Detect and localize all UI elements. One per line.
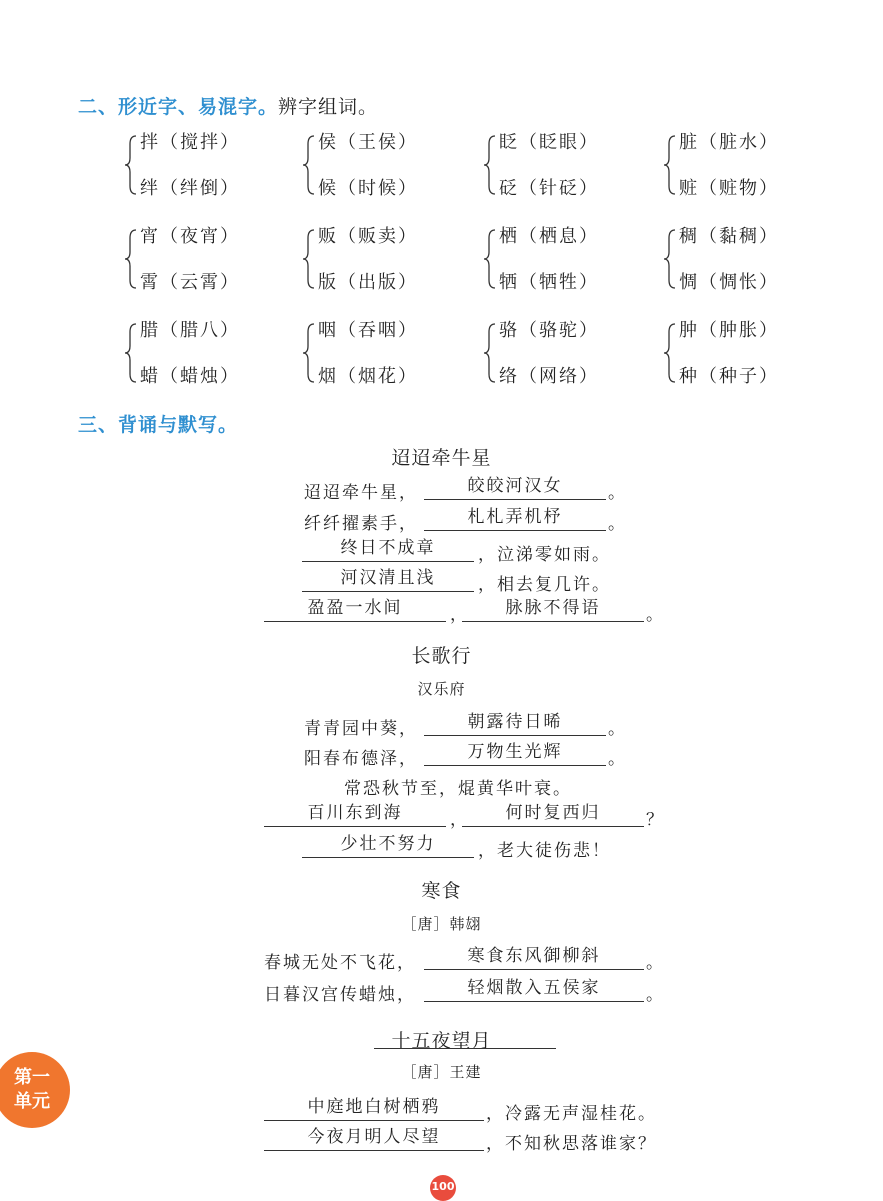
- poem-2-line-5-answer: 少壮不努力: [302, 834, 474, 858]
- unit-badge: [0, 1052, 70, 1128]
- poem-1-line-4-text: ，相去复几许。: [478, 575, 611, 595]
- poem-2-line-3-text: 常恐秋节至，焜黄华叶衰。: [344, 779, 572, 799]
- pair-word-b: 蜡（蜡烛）: [140, 366, 240, 387]
- poem-2-line-2-end: 。: [608, 749, 627, 769]
- char-pair: [124, 222, 304, 296]
- brace-icon: [124, 316, 138, 390]
- unit-badge-line-2: 单元: [14, 1091, 50, 1112]
- brace-icon: [483, 316, 497, 390]
- char-pair: [124, 128, 304, 202]
- char-pair: [663, 316, 843, 390]
- char-pair: [302, 222, 482, 296]
- poem-3-line-2-text: 日暮汉宫传蜡烛，: [264, 985, 416, 1005]
- poem-1-line-5-comma: ，: [450, 605, 469, 625]
- pair-word-b: 候（时候）: [318, 178, 418, 199]
- poem-4-title: 十五夜望月: [391, 1030, 492, 1052]
- char-pair: [483, 128, 663, 202]
- poem-4-line-1-text: ，冷露无声湿桂花。: [486, 1104, 657, 1124]
- poem-3-line-2-answer: 轻烟散入五侯家: [424, 978, 644, 1002]
- poem-1-line-5-end: 。: [646, 605, 665, 625]
- pair-word-b: 版（出版）: [318, 272, 418, 293]
- pair-word-b: 霄（云霄）: [140, 272, 240, 293]
- pair-word-a: 栖（栖息）: [499, 226, 599, 247]
- poem-1-line-2-text: 纤纤擢素手，: [304, 514, 418, 534]
- poem-4-line-2-answer: 今夜月明人尽望: [264, 1127, 484, 1151]
- char-pair: [483, 316, 663, 390]
- poem-1-line-3-answer: 终日不成章: [302, 538, 474, 562]
- brace-icon: [302, 222, 316, 296]
- poem-2-line-4-comma: ，: [450, 810, 469, 830]
- poem-2-line-1-answer: 朝露待日晞: [424, 712, 606, 736]
- poem-4-title-underline: [374, 1048, 556, 1049]
- poem-2-line-4-answer-2: 何时复西归: [462, 803, 644, 827]
- pair-word-a: 拌（搅拌）: [140, 132, 240, 153]
- pair-word-a: 肿（肿胀）: [679, 320, 779, 341]
- brace-icon: [663, 128, 677, 202]
- pair-word-a: 贩（贩卖）: [318, 226, 418, 247]
- brace-icon: [663, 222, 677, 296]
- pair-word-b: 络（网络）: [499, 366, 599, 387]
- pair-word-b: 牺（牺牲）: [499, 272, 599, 293]
- poem-4-author: ［唐］王建: [401, 1063, 482, 1081]
- section-2-instruction: 辨字组词。: [278, 96, 379, 118]
- poem-2-title: 长歌行: [411, 645, 472, 667]
- char-pair: [483, 222, 663, 296]
- poem-1-line-5-answer-2: 脉脉不得语: [462, 598, 644, 622]
- brace-icon: [483, 128, 497, 202]
- poem-2-line-4-end: ？: [646, 810, 665, 830]
- poem-1-title: 迢迢牵牛星: [391, 447, 492, 469]
- pair-word-a: 侯（王侯）: [318, 132, 418, 153]
- pair-word-a: 咽（吞咽）: [318, 320, 418, 341]
- brace-icon: [302, 316, 316, 390]
- poem-4-line-2-text: ，不知秋思落谁家？: [486, 1134, 657, 1154]
- poem-4-line-1-answer: 中庭地白树栖鸦: [264, 1097, 484, 1121]
- poem-3-line-2-end: 。: [646, 985, 665, 1005]
- poem-3-line-1-answer: 寒食东风御柳斜: [424, 946, 644, 970]
- pair-word-a: 稠（黏稠）: [679, 226, 779, 247]
- char-pair: [663, 128, 843, 202]
- poem-1-line-2-answer: 札札弄机杼: [424, 507, 606, 531]
- pair-word-b: 砭（针砭）: [499, 178, 599, 199]
- section-3-heading: 三、背诵与默写。: [78, 414, 239, 436]
- char-pair: [124, 316, 304, 390]
- pair-word-b: 种（种子）: [679, 366, 779, 387]
- pair-word-a: 骆（骆驼）: [499, 320, 599, 341]
- poem-1-line-1-end: 。: [608, 483, 627, 503]
- pair-word-a: 眨（眨眼）: [499, 132, 599, 153]
- page-number: 100: [430, 1175, 456, 1201]
- section-2-title: 二、形近字、易混字。: [78, 96, 279, 118]
- brace-icon: [483, 222, 497, 296]
- pair-word-a: 宵（夜宵）: [140, 226, 240, 247]
- char-pair: [663, 222, 843, 296]
- section-2-heading: [78, 92, 378, 119]
- pair-word-a: 腊（腊八）: [140, 320, 240, 341]
- brace-icon: [663, 316, 677, 390]
- poem-1-line-4-answer: 河汉清且浅: [302, 568, 474, 592]
- poem-2-line-1-end: 。: [608, 719, 627, 739]
- pair-word-b: 烟（烟花）: [318, 366, 418, 387]
- pair-word-b: 赃（赃物）: [679, 178, 779, 199]
- poem-2-line-1-text: 青青园中葵，: [304, 719, 418, 739]
- poem-2-line-2-text: 阳春布德泽，: [304, 749, 418, 769]
- brace-icon: [124, 128, 138, 202]
- poem-2-line-4-answer-1: 百川东到海: [264, 803, 446, 827]
- poem-3-title: 寒食: [421, 880, 462, 902]
- pair-word-b: 绊（绊倒）: [140, 178, 240, 199]
- poem-1-line-1-text: 迢迢牵牛星，: [304, 483, 418, 503]
- poem-2-author: 汉乐府: [417, 680, 466, 698]
- poem-1-line-3-text: ，泣涕零如雨。: [478, 545, 611, 565]
- pair-word-a: 脏（脏水）: [679, 132, 779, 153]
- poem-1-line-2-end: 。: [608, 514, 627, 534]
- char-pair: [302, 316, 482, 390]
- brace-icon: [302, 128, 316, 202]
- poem-2-line-5-text: ，老大徒伤悲！: [478, 841, 611, 861]
- poem-2-line-2-answer: 万物生光辉: [424, 742, 606, 766]
- poem-3-author: ［唐］韩翃: [401, 915, 482, 933]
- char-pair: [302, 128, 482, 202]
- poem-1-line-5-answer-1: 盈盈一水间: [264, 598, 446, 622]
- brace-icon: [124, 222, 138, 296]
- poem-3-line-1-text: 春城无处不飞花，: [264, 953, 416, 973]
- poem-1-line-1-answer: 皎皎河汉女: [424, 476, 606, 500]
- poem-3-line-1-end: 。: [646, 953, 665, 973]
- pair-word-b: 惆（惆怅）: [679, 272, 779, 293]
- unit-badge-line-1: 第一: [14, 1067, 50, 1088]
